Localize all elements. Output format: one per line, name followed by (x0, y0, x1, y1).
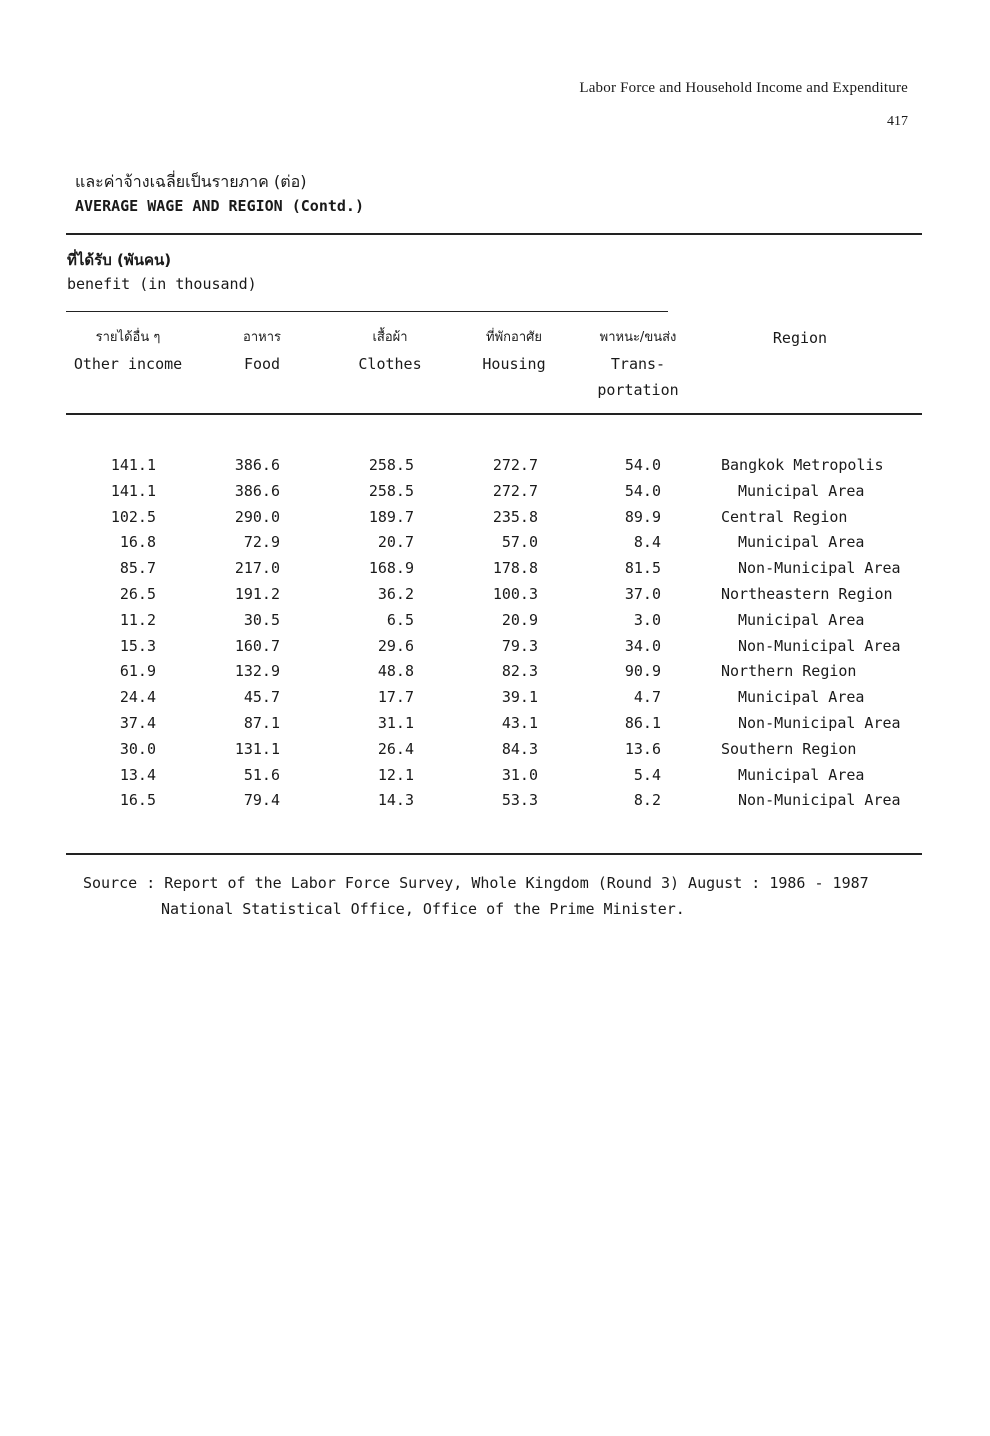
region-cell: Southern Region (721, 739, 857, 758)
other-income-cell: 24.4 (119, 688, 156, 707)
other-income-cell: 85.7 (119, 559, 156, 578)
header-bottom-rule (66, 413, 922, 415)
housing-cell: 53.3 (501, 791, 538, 810)
food-cell: 51.6 (243, 765, 280, 784)
column-header-housing (444, 325, 584, 377)
transportation-cell: 4.7 (633, 688, 661, 707)
column-header-thai: เสื้อผ้า (372, 330, 408, 345)
column-header-food (192, 325, 332, 377)
clothes-cell: 20.7 (377, 533, 414, 552)
column-header-other-income (58, 325, 198, 377)
transportation-cell: 54.0 (624, 481, 661, 500)
clothes-cell: 29.6 (377, 636, 414, 655)
table-row (0, 505, 990, 531)
transportation-cell: 3.0 (633, 610, 661, 629)
housing-cell: 43.1 (501, 713, 538, 732)
table-row (0, 479, 990, 505)
clothes-cell: 36.2 (377, 584, 414, 603)
clothes-cell: 14.3 (377, 791, 414, 810)
column-header-transportation (568, 325, 708, 403)
region-cell: Municipal Area (738, 765, 865, 784)
source-line-2: National Statistical Office, Office of the Prime Minister. (161, 900, 685, 918)
transportation-cell: 8.2 (633, 791, 661, 810)
bottom-rule (66, 853, 922, 855)
other-income-cell: 37.4 (119, 713, 156, 732)
clothes-cell: 26.4 (377, 739, 414, 758)
food-cell: 72.9 (243, 533, 280, 552)
region-cell: Municipal Area (738, 481, 865, 500)
other-income-cell: 16.8 (119, 533, 156, 552)
region-cell: Non-Municipal Area (738, 559, 901, 578)
housing-cell: 39.1 (501, 688, 538, 707)
region-cell: Northeastern Region (721, 584, 893, 603)
housing-cell: 272.7 (492, 481, 538, 500)
other-income-cell: 30.0 (119, 739, 156, 758)
housing-cell: 178.8 (492, 559, 538, 578)
housing-cell: 20.9 (501, 610, 538, 629)
food-cell: 45.7 (243, 688, 280, 707)
food-cell: 79.4 (243, 791, 280, 810)
food-cell: 132.9 (234, 662, 280, 681)
table-title-english: AVERAGE WAGE AND REGION (Contd.) (75, 197, 364, 215)
housing-cell: 31.0 (501, 765, 538, 784)
housing-cell: 57.0 (501, 533, 538, 552)
region-cell: Non-Municipal Area (738, 791, 901, 810)
housing-cell: 272.7 (492, 456, 538, 474)
table-row (0, 737, 990, 763)
column-header-clothes (320, 325, 460, 377)
clothes-cell: 17.7 (377, 688, 414, 707)
other-income-cell: 61.9 (119, 662, 156, 681)
region-cell: Northern Region (721, 662, 857, 681)
clothes-cell: 258.5 (368, 481, 414, 500)
column-header-english: Region (772, 329, 828, 347)
food-cell: 290.0 (234, 507, 280, 526)
source-note (83, 870, 869, 922)
table-row (0, 608, 990, 634)
housing-cell: 82.3 (501, 662, 538, 681)
column-header-thai: รายได้อื่น ๆ (95, 330, 161, 345)
food-cell: 217.0 (234, 559, 280, 578)
table-row (0, 685, 990, 711)
other-income-cell: 11.2 (119, 610, 156, 629)
running-header: Labor Force and Household Income and Expenditure (579, 80, 908, 96)
clothes-cell: 12.1 (377, 765, 414, 784)
housing-cell: 100.3 (492, 584, 538, 603)
table-row (0, 582, 990, 608)
other-income-cell: 141.1 (110, 481, 156, 500)
food-cell: 87.1 (243, 713, 280, 732)
column-header-thai: พาหนะ/ขนส่ง (599, 330, 677, 345)
transportation-cell: 81.5 (624, 559, 661, 578)
region-cell: Non-Municipal Area (738, 636, 901, 655)
column-header-region (730, 325, 870, 351)
region-cell: Central Region (721, 507, 848, 526)
transportation-cell: 54.0 (624, 456, 661, 474)
other-income-cell: 16.5 (119, 791, 156, 810)
transportation-cell: 37.0 (624, 584, 661, 603)
column-header-thai: อาหาร (243, 330, 281, 345)
food-cell: 386.6 (234, 481, 280, 500)
column-header-english: Food (243, 355, 281, 373)
transportation-cell: 13.6 (624, 739, 661, 758)
clothes-cell: 258.5 (368, 456, 414, 474)
clothes-cell: 31.1 (377, 713, 414, 732)
subtitle-thai: ที่ได้รับ (พันคน) (67, 251, 172, 269)
column-header-english: Other income (73, 355, 183, 373)
food-cell: 160.7 (234, 636, 280, 655)
source-line-1: Source : Report of the Labor Force Survey, Whole Kingdom (Round 3) August : 1986 - 1987 (83, 874, 869, 892)
column-header-english: Clothes (358, 355, 422, 373)
transportation-cell: 5.4 (633, 765, 661, 784)
region-cell: Municipal Area (738, 688, 865, 707)
table-body (0, 453, 990, 814)
housing-cell: 79.3 (501, 636, 538, 655)
table-row (0, 788, 990, 814)
spanner-rule (66, 311, 668, 312)
food-cell: 131.1 (234, 739, 280, 758)
housing-cell: 84.3 (501, 739, 538, 758)
page-number: 417 (887, 114, 908, 129)
region-cell: Municipal Area (738, 610, 865, 629)
clothes-cell: 168.9 (368, 559, 414, 578)
transportation-cell: 34.0 (624, 636, 661, 655)
table-row (0, 763, 990, 789)
transportation-cell: 86.1 (624, 713, 661, 732)
other-income-cell: 15.3 (119, 636, 156, 655)
region-cell: Non-Municipal Area (738, 713, 901, 732)
food-cell: 191.2 (234, 584, 280, 603)
clothes-cell: 6.5 (386, 610, 414, 629)
clothes-cell: 48.8 (377, 662, 414, 681)
subtitle-english: benefit (in thousand) (67, 275, 257, 293)
column-header-english: Trans- portation (597, 355, 679, 399)
other-income-cell: 102.5 (110, 507, 156, 526)
column-header-english: Housing (482, 355, 546, 373)
table-row (0, 711, 990, 737)
table-row (0, 453, 990, 479)
table-row (0, 634, 990, 660)
transportation-cell: 89.9 (624, 507, 661, 526)
table-row (0, 530, 990, 556)
table-row (0, 556, 990, 582)
transportation-cell: 8.4 (633, 533, 661, 552)
transportation-cell: 90.9 (624, 662, 661, 681)
clothes-cell: 189.7 (368, 507, 414, 526)
region-cell: Bangkok Metropolis (721, 456, 884, 474)
top-rule (66, 233, 922, 235)
table-row (0, 659, 990, 685)
food-cell: 30.5 (243, 610, 280, 629)
region-cell: Municipal Area (738, 533, 865, 552)
housing-cell: 235.8 (492, 507, 538, 526)
other-income-cell: 13.4 (119, 765, 156, 784)
column-header-thai: ที่พักอาศัย (486, 330, 542, 345)
other-income-cell: 26.5 (119, 584, 156, 603)
food-cell: 386.6 (234, 456, 280, 474)
other-income-cell: 141.1 (110, 456, 156, 474)
table-title-thai: และค่าจ้างเฉลี่ยเป็นรายภาค (ต่อ) (75, 172, 307, 191)
